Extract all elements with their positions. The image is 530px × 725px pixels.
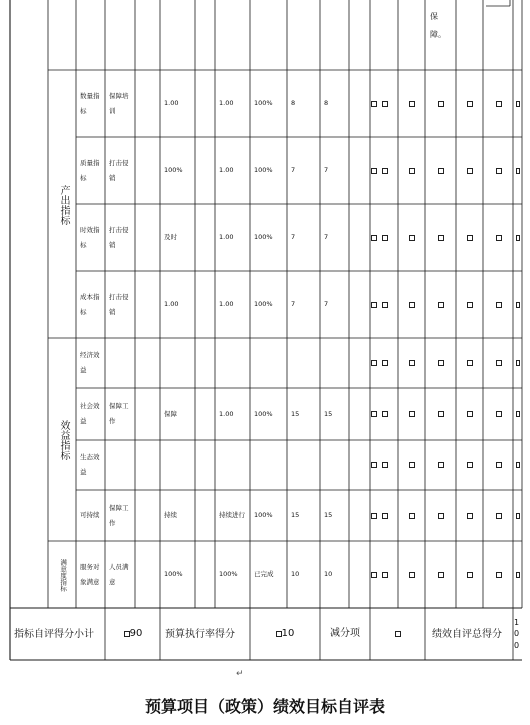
target-cell <box>137 74 159 133</box>
checkbox-icon <box>395 631 401 637</box>
subtotal-value: 90 <box>107 612 159 656</box>
actual-value-cell <box>217 444 249 486</box>
checkbox-icon <box>382 168 388 174</box>
check-cell <box>426 70 456 137</box>
completion-rate-cell: 100% <box>254 300 273 309</box>
checkbox-icon <box>516 302 520 308</box>
indicator-name-cell: 人员满意 <box>109 562 129 586</box>
completion-rate-cell <box>252 342 286 384</box>
checkbox-icon <box>382 360 388 366</box>
check-cell <box>426 137 456 204</box>
checkbox-icon <box>496 411 502 417</box>
target-cell <box>137 392 159 436</box>
check-cell <box>399 271 425 338</box>
checkbox-icon <box>382 235 388 241</box>
check-cell <box>514 70 522 137</box>
top-row-note: 保障。 <box>430 12 446 39</box>
indicator-name-cell <box>107 444 134 486</box>
sub-indicator-cell: 可持续 <box>80 511 100 520</box>
output-indicator-group: 产出指标 <box>58 185 69 225</box>
checkbox-icon <box>438 235 444 241</box>
check-cell <box>484 440 513 490</box>
plan-value-cell: 1.00 <box>164 300 179 309</box>
checkbox-icon <box>496 572 502 578</box>
checkbox-icon <box>467 235 473 241</box>
check-cell <box>484 204 513 271</box>
checkbox-icon <box>467 302 473 308</box>
checkbox-icon <box>382 572 388 578</box>
check-cell <box>484 271 513 338</box>
checkbox-icon <box>516 462 520 468</box>
completion-rate-cell: 已完成 <box>254 570 274 579</box>
check-cell <box>426 490 456 541</box>
checkbox-icon <box>438 411 444 417</box>
checkbox-icon <box>409 462 415 468</box>
checkbox-icon <box>438 101 444 107</box>
completion-rate-cell: 100% <box>254 233 273 242</box>
checkbox-icon <box>382 462 388 468</box>
weight-cell: 15 <box>291 511 300 520</box>
actual-value-cell: 1.00 <box>219 300 234 309</box>
check-cell <box>457 490 483 541</box>
checkbox-icon <box>516 235 520 241</box>
indicator-name-cell: 打击侵销 <box>109 292 129 316</box>
checkbox-icon <box>516 411 520 417</box>
target-cell <box>137 141 159 200</box>
checkbox-icon <box>438 572 444 578</box>
score-cell <box>322 444 348 486</box>
checkbox-icon <box>496 235 502 241</box>
completion-rate-cell <box>252 444 286 486</box>
check-cell <box>399 440 425 490</box>
actual-value-cell: 1.00 <box>219 166 234 175</box>
indicator-name-cell: 打击侵销 <box>109 158 129 182</box>
score-cell: 15 <box>324 511 333 520</box>
exec-rate-value: 10 <box>252 612 318 656</box>
target-cell <box>137 342 159 384</box>
check-cell <box>457 271 483 338</box>
checkbox-icon <box>496 513 502 519</box>
check-cell <box>514 541 522 608</box>
check-cell <box>457 204 483 271</box>
plan-value-cell <box>162 342 194 384</box>
target-cell <box>137 444 159 486</box>
plan-value-cell: 100% <box>164 570 183 579</box>
check-cell <box>457 137 483 204</box>
check-cell <box>457 388 483 440</box>
completion-rate-cell: 100% <box>254 409 273 418</box>
indicator-name-cell: 打击侵销 <box>109 225 129 249</box>
checkbox-icon <box>516 168 520 174</box>
check-cell <box>514 137 522 204</box>
check-cell <box>371 271 398 338</box>
subtotal-label: 指标自评得分小计 <box>14 628 94 640</box>
weight-cell: 7 <box>291 166 296 175</box>
checkbox-icon <box>438 513 444 519</box>
actual-value-cell: 1.00 <box>219 233 234 242</box>
checkbox-icon <box>409 168 415 174</box>
check-cell <box>399 137 425 204</box>
check-cell <box>371 490 398 541</box>
weight-cell: 10 <box>291 570 300 579</box>
check-cell <box>514 490 522 541</box>
checkbox-icon <box>467 411 473 417</box>
indicator-name-cell: 保障工作 <box>109 503 129 527</box>
sub-indicator-cell: 成本指标 <box>80 292 100 316</box>
deduct-label: 减分项 <box>330 628 360 639</box>
checkbox-icon <box>496 168 502 174</box>
check-cell <box>399 541 425 608</box>
checkbox-icon <box>438 302 444 308</box>
weight-cell <box>289 444 319 486</box>
satisfaction-group: 满意度指标 <box>59 558 68 592</box>
check-cell <box>371 541 398 608</box>
check-cell <box>457 440 483 490</box>
score-cell: 7 <box>324 233 329 242</box>
check-cell <box>514 338 522 388</box>
weight-cell: 7 <box>291 300 296 309</box>
target-cell <box>137 545 159 604</box>
checkbox-icon <box>516 101 520 107</box>
checkbox-icon <box>496 462 502 468</box>
completion-rate-cell: 100% <box>254 511 273 520</box>
score-cell: 15 <box>324 409 333 418</box>
checkbox-icon <box>409 513 415 519</box>
checkbox-icon <box>467 462 473 468</box>
checkbox-icon <box>516 513 520 519</box>
checkbox-icon <box>467 572 473 578</box>
actual-value-cell: 1.00 <box>219 99 234 108</box>
check-cell <box>426 541 456 608</box>
check-cell <box>399 70 425 137</box>
check-cell <box>371 338 398 388</box>
exec-rate-label: 预算执行率得分 <box>165 628 235 640</box>
check-cell <box>371 70 398 137</box>
checkbox-icon <box>516 572 520 578</box>
plan-value-cell <box>162 444 194 486</box>
checkbox-icon <box>438 462 444 468</box>
check-cell <box>399 338 425 388</box>
actual-value-cell: 100% <box>219 570 238 579</box>
score-cell <box>322 342 348 384</box>
effect-indicator-group: 效益指标 <box>58 420 69 460</box>
checkbox-icon <box>496 302 502 308</box>
sub-indicator-cell: 生态效益 <box>80 453 100 476</box>
indicator-name-cell: 保障工作 <box>109 402 129 425</box>
check-cell <box>426 338 456 388</box>
weight-cell: 15 <box>291 409 300 418</box>
check-cell <box>484 388 513 440</box>
check-cell <box>484 70 513 137</box>
sub-indicator-cell: 数量指标 <box>80 91 100 115</box>
check-cell <box>371 137 398 204</box>
check-cell <box>399 388 425 440</box>
checkbox-icon <box>438 360 444 366</box>
score-cell: 10 <box>324 570 333 579</box>
completion-rate-cell: 100% <box>254 166 273 175</box>
check-cell <box>457 338 483 388</box>
actual-value-cell <box>217 342 249 384</box>
check-cell <box>426 204 456 271</box>
checkbox-icon <box>409 572 415 578</box>
checkbox-icon <box>467 513 473 519</box>
checkbox-icon <box>516 360 520 366</box>
sub-indicator-cell: 社会效益 <box>80 402 100 425</box>
target-cell <box>137 208 159 267</box>
score-cell: 8 <box>324 99 329 108</box>
check-cell <box>371 204 398 271</box>
actual-label-cell: 持续进行 <box>219 511 245 520</box>
check-cell <box>484 338 513 388</box>
plan-value-cell: 及时 <box>164 233 177 242</box>
check-cell <box>457 541 483 608</box>
check-cell <box>514 204 522 271</box>
completion-rate-cell: 100% <box>254 99 273 108</box>
checkbox-icon <box>467 168 473 174</box>
deduct-value <box>372 612 424 656</box>
score-cell: 7 <box>324 166 329 175</box>
checkbox-icon <box>409 302 415 308</box>
sub-indicator-cell: 时效指标 <box>80 225 100 249</box>
checkbox-icon <box>467 360 473 366</box>
total-label: 绩效自评总得分 <box>432 628 502 640</box>
checkbox-icon <box>382 411 388 417</box>
check-cell <box>457 70 483 137</box>
checkbox-icon <box>382 513 388 519</box>
checkbox-icon <box>438 168 444 174</box>
check-cell <box>426 388 456 440</box>
plan-value-cell: 持续 <box>164 511 177 520</box>
weight-cell: 7 <box>291 233 296 242</box>
checkbox-icon <box>496 101 502 107</box>
plan-value-cell: 1.00 <box>164 99 179 108</box>
checkbox-icon <box>409 235 415 241</box>
weight-cell: 8 <box>291 99 296 108</box>
checkbox-icon <box>409 411 415 417</box>
check-cell <box>426 440 456 490</box>
check-cell <box>426 271 456 338</box>
check-cell <box>484 490 513 541</box>
score-cell: 7 <box>324 300 329 309</box>
check-cell <box>484 541 513 608</box>
weight-cell <box>289 342 319 384</box>
check-cell <box>514 388 522 440</box>
total-value: 100 <box>514 618 520 650</box>
check-cell <box>371 388 398 440</box>
target-cell <box>137 275 159 334</box>
checkbox-icon <box>467 101 473 107</box>
sub-indicator-cell: 经济效益 <box>80 351 100 374</box>
checkbox-icon <box>496 360 502 366</box>
check-cell <box>514 440 522 490</box>
checkbox-icon <box>382 101 388 107</box>
checkbox-icon <box>409 101 415 107</box>
indicator-name-cell: 保障培训 <box>109 91 129 115</box>
checkbox-icon <box>382 302 388 308</box>
check-cell <box>399 204 425 271</box>
plan-value-cell: 保障 <box>164 409 177 418</box>
check-cell <box>484 137 513 204</box>
checkbox-icon <box>409 360 415 366</box>
actual-value-cell: 1.00 <box>219 409 234 418</box>
indicator-name-cell <box>107 342 134 384</box>
sub-indicator-cell: 质量指标 <box>80 158 100 182</box>
plan-value-cell: 100% <box>164 166 183 175</box>
sub-indicator-cell: 服务对象满意 <box>80 562 100 586</box>
target-cell <box>137 494 159 537</box>
check-cell <box>399 490 425 541</box>
page-title: 预算项目（政策）绩效目标自评表 <box>144 697 385 716</box>
check-cell <box>371 440 398 490</box>
paragraph-mark-icon: ↵ <box>236 669 244 679</box>
check-cell <box>514 271 522 338</box>
